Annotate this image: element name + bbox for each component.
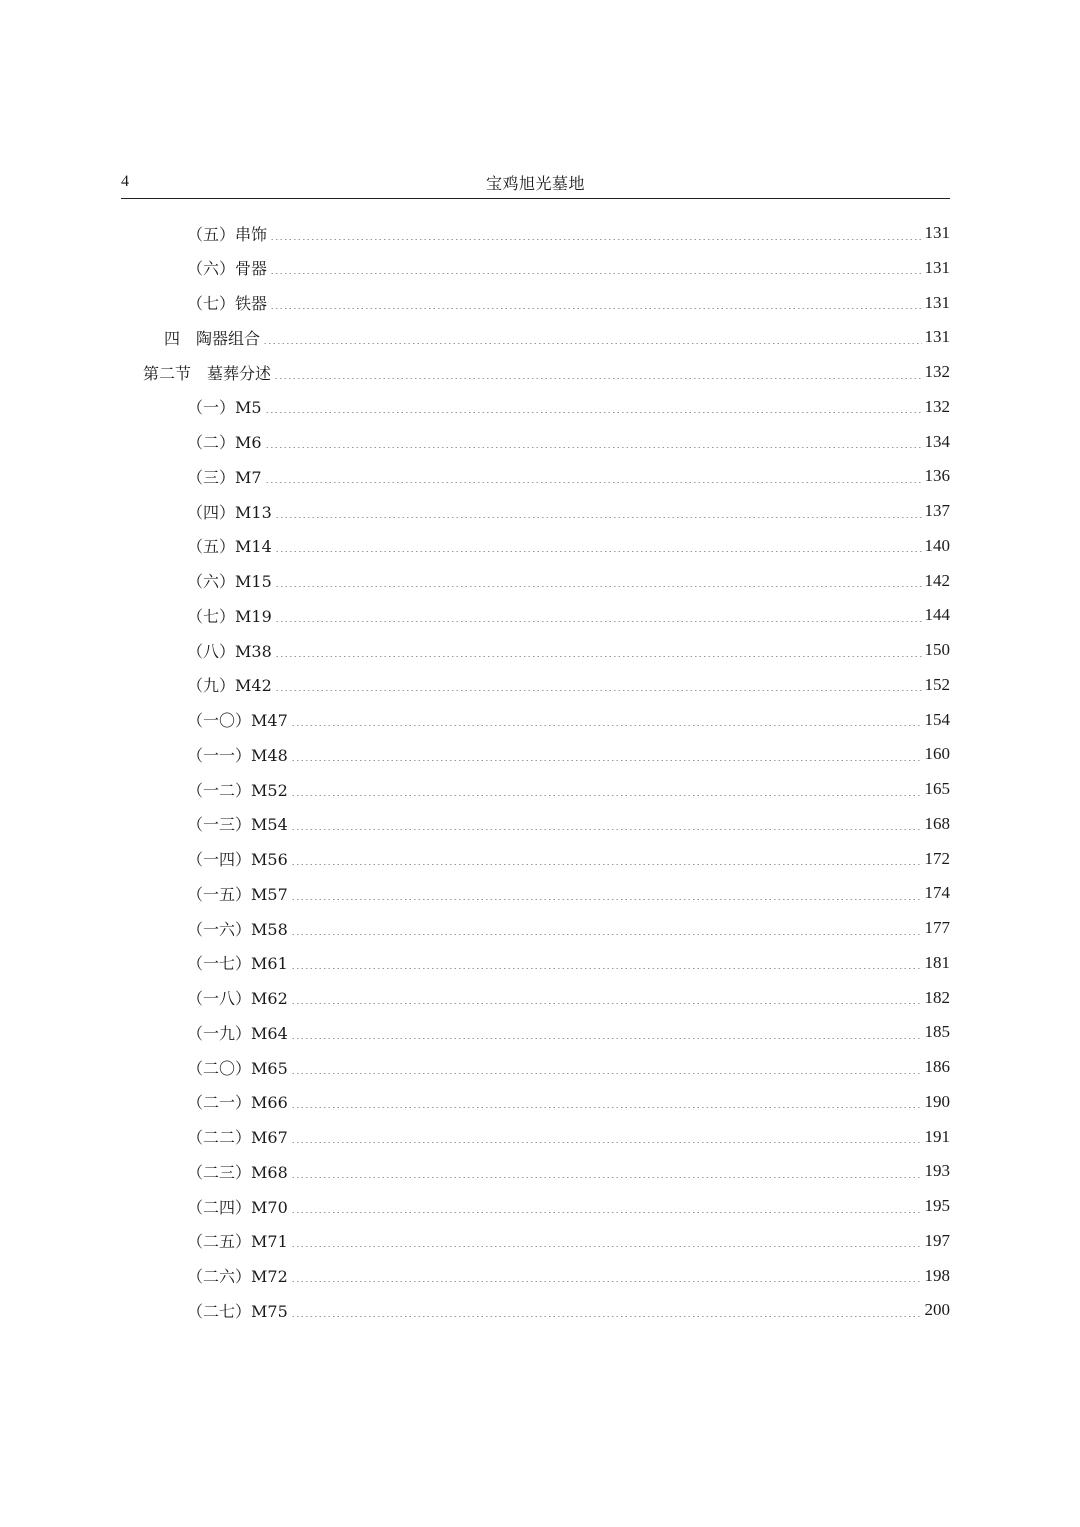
toc-entry-label: （九）M42	[187, 676, 272, 696]
toc-entry-label: （一六）M58	[187, 919, 288, 939]
toc-entry[interactable]	[187, 737, 950, 771]
toc-entry-page: 198	[924, 1265, 950, 1285]
toc-entry[interactable]	[187, 1085, 950, 1119]
dot-leader	[275, 586, 922, 587]
toc-entry-page: 144	[924, 605, 950, 625]
toc-entry-label: （三）M7	[187, 467, 262, 487]
toc-entry[interactable]	[187, 668, 950, 702]
toc-entry-label: （一八）M62	[187, 989, 288, 1008]
toc-entry[interactable]	[187, 1224, 950, 1258]
toc-entry[interactable]	[187, 876, 950, 910]
dot-leader	[270, 273, 921, 274]
toc-entry-label: （五）M14	[187, 537, 272, 557]
toc-entry-label: （二〇）M65	[187, 1058, 288, 1078]
toc-entry-page: 165	[924, 779, 950, 798]
dot-leader	[291, 1212, 922, 1213]
toc-entry-page: 181	[924, 952, 950, 972]
toc-entry[interactable]	[187, 772, 950, 806]
toc-entry[interactable]	[187, 1189, 950, 1223]
toc-entry[interactable]	[187, 1154, 950, 1188]
toc-entry-label: （五）串饰	[187, 224, 268, 244]
toc-entry-page: 137	[924, 501, 950, 520]
dot-leader	[291, 968, 922, 969]
toc-entry-label: （四）M13	[187, 502, 272, 522]
toc-entry-page: 195	[924, 1196, 950, 1215]
toc-entry-page: 200	[924, 1300, 950, 1320]
toc-entry-label: （七）铁器	[187, 294, 268, 313]
toc-entry-page: 136	[924, 466, 950, 486]
toc-entry[interactable]	[187, 1120, 950, 1154]
toc-entry[interactable]	[187, 703, 950, 737]
toc-entry-page: 177	[924, 918, 950, 937]
toc-entry-page: 150	[924, 640, 950, 659]
toc-entry[interactable]	[187, 1293, 950, 1327]
toc-entry[interactable]	[187, 286, 950, 320]
dot-leader	[291, 1177, 922, 1178]
toc-entry-page: 131	[924, 223, 950, 242]
toc-entry-label: （一二）M52	[187, 780, 288, 800]
toc-entry[interactable]	[143, 355, 950, 389]
toc-entry-page: 174	[924, 883, 950, 903]
dot-leader	[291, 1142, 922, 1143]
toc-entry[interactable]	[187, 1015, 950, 1049]
toc-entry-label: （六）骨器	[187, 259, 268, 279]
toc-entry-page: 152	[924, 674, 950, 694]
dot-leader	[265, 482, 922, 483]
toc-entry[interactable]	[187, 425, 950, 459]
toc-entry-label: （二六）M72	[187, 1267, 288, 1286]
toc-entry-page: 193	[924, 1161, 950, 1181]
toc-entry-label: （二）M6	[187, 433, 262, 452]
dot-leader	[263, 343, 921, 344]
toc-entry[interactable]	[187, 529, 950, 563]
dot-leader	[291, 1281, 922, 1282]
toc-entry[interactable]	[187, 1050, 950, 1084]
toc-entry[interactable]	[187, 216, 950, 250]
toc-entry-label: （二三）M68	[187, 1162, 288, 1182]
dot-leader	[275, 551, 922, 552]
toc-entry-page: 131	[924, 257, 950, 277]
dot-leader	[291, 1316, 922, 1317]
toc-entry-label: （一一）M48	[187, 745, 288, 765]
toc-entry[interactable]	[187, 807, 950, 841]
dot-leader	[275, 656, 922, 657]
dot-leader	[274, 378, 921, 379]
dot-leader	[270, 308, 921, 309]
toc-entry-page: 182	[924, 987, 950, 1007]
dot-leader	[265, 412, 922, 413]
running-title: 宝鸡旭光墓地	[485, 174, 585, 193]
dot-leader	[291, 795, 922, 796]
toc-entry-label: （一五）M57	[187, 884, 288, 904]
toc-entry-label: （一七）M61	[187, 954, 288, 974]
toc-entry[interactable]	[187, 911, 950, 945]
dot-leader	[291, 1246, 922, 1247]
toc-entry[interactable]	[187, 1259, 950, 1293]
toc-entry-label: （二五）M71	[187, 1232, 288, 1252]
toc-entry-page: 142	[924, 570, 950, 590]
toc-entry[interactable]	[187, 494, 950, 528]
toc-entry[interactable]	[187, 564, 950, 598]
toc-entry-page: 190	[924, 1091, 950, 1111]
toc-entry-label: （二四）M70	[187, 1197, 288, 1217]
toc-entry-label: （六）M15	[187, 572, 272, 591]
toc-entry[interactable]	[187, 390, 950, 424]
toc-entry-page: 160	[924, 744, 950, 764]
toc-entry-page: 132	[924, 362, 950, 381]
toc-entry-page: 185	[924, 1022, 950, 1042]
toc-entry-label: （二一）M66	[187, 1093, 288, 1113]
toc-entry-page: 186	[924, 1057, 950, 1076]
toc-entry-page: 140	[924, 535, 950, 555]
toc-entry-page: 131	[924, 292, 950, 312]
page-number: 4	[121, 173, 129, 190]
toc-entry-page: 132	[924, 396, 950, 416]
toc-entry-label: （二二）M67	[187, 1128, 288, 1147]
toc-entry[interactable]	[187, 459, 950, 493]
dot-leader	[270, 239, 921, 240]
toc-entry-label: 四 陶器组合	[164, 328, 261, 348]
toc-entry-label: （一三）M54	[187, 815, 288, 835]
toc-entry[interactable]	[187, 842, 950, 876]
toc-entry-page: 191	[924, 1126, 950, 1146]
toc-entry[interactable]	[187, 251, 950, 285]
dot-leader	[291, 1107, 922, 1108]
dot-leader	[291, 934, 922, 935]
dot-leader	[291, 864, 922, 865]
dot-leader	[291, 1073, 922, 1074]
toc-entry-page: 131	[924, 327, 950, 347]
toc-entry-label: （一四）M56	[187, 850, 288, 869]
toc-entry-page: 172	[924, 848, 950, 868]
toc-entry-label: （二七）M75	[187, 1301, 288, 1321]
toc-entry[interactable]	[187, 633, 950, 667]
dot-leader	[275, 517, 922, 518]
toc-entry-page: 168	[924, 813, 950, 833]
toc-entry-label: （八）M38	[187, 641, 272, 661]
toc-entry-label: （一）M5	[187, 398, 262, 418]
dot-leader	[265, 447, 922, 448]
toc-entry-label: （一九）M64	[187, 1023, 288, 1043]
dot-leader	[291, 829, 922, 830]
toc-entry[interactable]	[187, 981, 950, 1015]
dot-leader	[291, 899, 922, 900]
toc-entry-page: 134	[924, 431, 950, 451]
toc-entry[interactable]	[164, 320, 950, 354]
toc-entry-label: （一〇）M47	[187, 711, 288, 730]
toc-entry[interactable]	[187, 598, 950, 632]
dot-leader	[275, 690, 922, 691]
dot-leader	[291, 1003, 922, 1004]
toc-entry-page: 197	[924, 1230, 950, 1250]
dot-leader	[291, 760, 922, 761]
dot-leader	[275, 621, 922, 622]
toc-entry[interactable]	[187, 946, 950, 980]
running-header	[121, 168, 950, 199]
dot-leader	[291, 1038, 922, 1039]
toc-entry-label: （七）M19	[187, 606, 272, 626]
dot-leader	[291, 725, 922, 726]
toc-entry-page: 154	[924, 709, 950, 729]
toc-entry-label: 第二节 墓葬分述	[143, 363, 272, 383]
